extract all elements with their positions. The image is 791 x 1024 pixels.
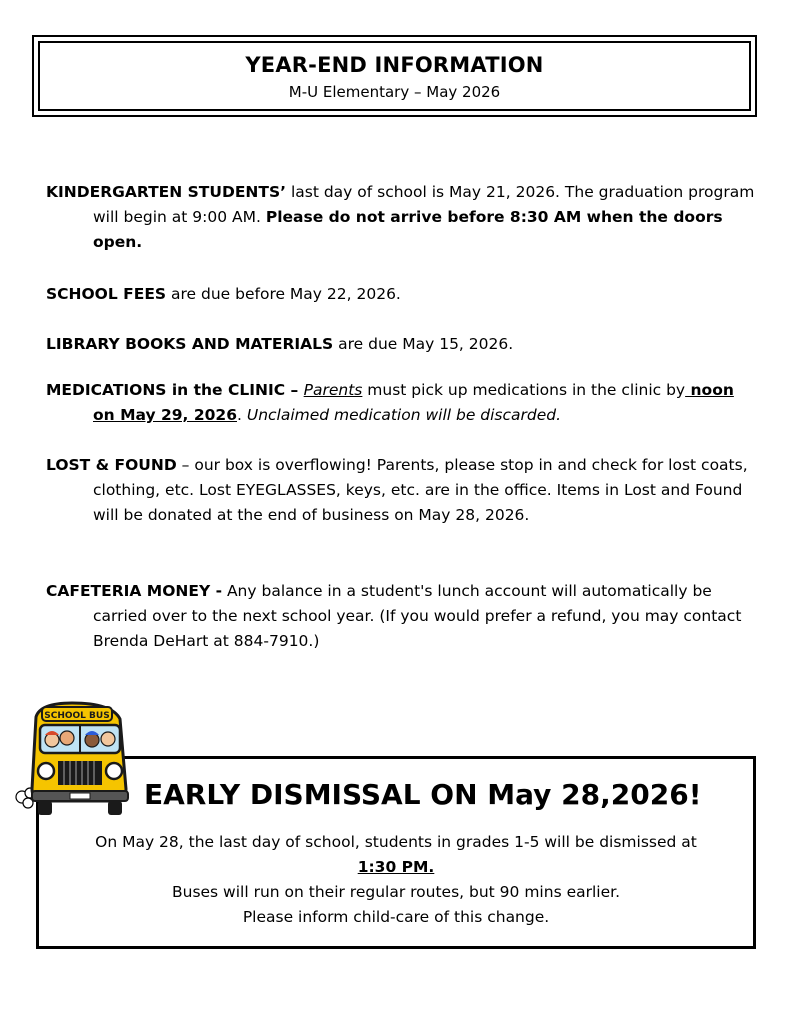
- dismissal-line-1: On May 28, the last day of school, students in grades 1-5 will be dismissed at: [95, 833, 697, 851]
- dismissal-line-2: Buses will run on their regular routes, but 90 mins earlier.: [171, 883, 621, 901]
- lost-found-text: – our box is overflowing! Parents, please stop in and check for lost coats, clothing, etc. Lost EYEGLASSES, keys, etc. are in the office. Items in Lost and Found will be donated at the end of business on May 28, 2026.: [93, 456, 748, 524]
- medications-end: .: [236, 406, 247, 424]
- kindergarten-item: [46, 180, 756, 255]
- medications-item: [46, 378, 756, 428]
- dismissal-line-3: Please inform child-care of this change.: [242, 908, 550, 926]
- medications-parents: Parents: [303, 381, 363, 399]
- cafeteria-item: [46, 579, 756, 654]
- dismissal-time: 1:30 PM.: [357, 858, 435, 876]
- cafeteria-heading: CAFETERIA MONEY -: [46, 582, 223, 600]
- kindergarten-warning: Please do not arrive before 8:30 AM when the doors open.: [93, 208, 723, 251]
- school-fees-heading: SCHOOL FEES: [46, 285, 167, 303]
- library-heading: LIBRARY BOOKS AND MATERIALS: [46, 335, 334, 353]
- medications-note: Unclaimed medication will be discarded.: [246, 406, 562, 424]
- medications-heading: MEDICATIONS in the CLINIC –: [46, 381, 304, 399]
- school-bus-icon: [12, 697, 137, 822]
- medications-deadline: noon on May 29, 2026: [93, 381, 734, 424]
- bus-sign-label: SCHOOL BUS: [44, 711, 110, 721]
- kindergarten-heading: KINDERGARTEN STUDENTS’: [46, 183, 287, 201]
- header-box: [32, 35, 757, 117]
- medications-text: must pick up medications in the clinic by: [362, 381, 686, 399]
- library-text: are due May 15, 2026.: [333, 335, 514, 353]
- header-inner-border: [38, 41, 751, 111]
- kindergarten-text: last day of school is May 21, 2026. The graduation program will begin at 9:00 AM.: [93, 183, 755, 226]
- page-subtitle: M-U Elementary – May 2026: [288, 83, 501, 101]
- lost-found-item: [46, 453, 756, 528]
- library-item: [46, 332, 756, 357]
- lost-found-heading: LOST & FOUND: [46, 456, 177, 474]
- page-title: YEAR-END INFORMATION: [245, 53, 544, 77]
- school-fees-text: are due before May 22, 2026.: [166, 285, 401, 303]
- school-fees-item: [46, 282, 756, 307]
- early-dismissal-title: EARLY DISMISSAL ON May 28,2026!: [144, 778, 702, 811]
- cafeteria-text: Any balance in a student's lunch account will automatically be carried over to the next school year. (If you would prefer a refund, you may contact Brenda DeHart at 884-7910.): [93, 582, 742, 650]
